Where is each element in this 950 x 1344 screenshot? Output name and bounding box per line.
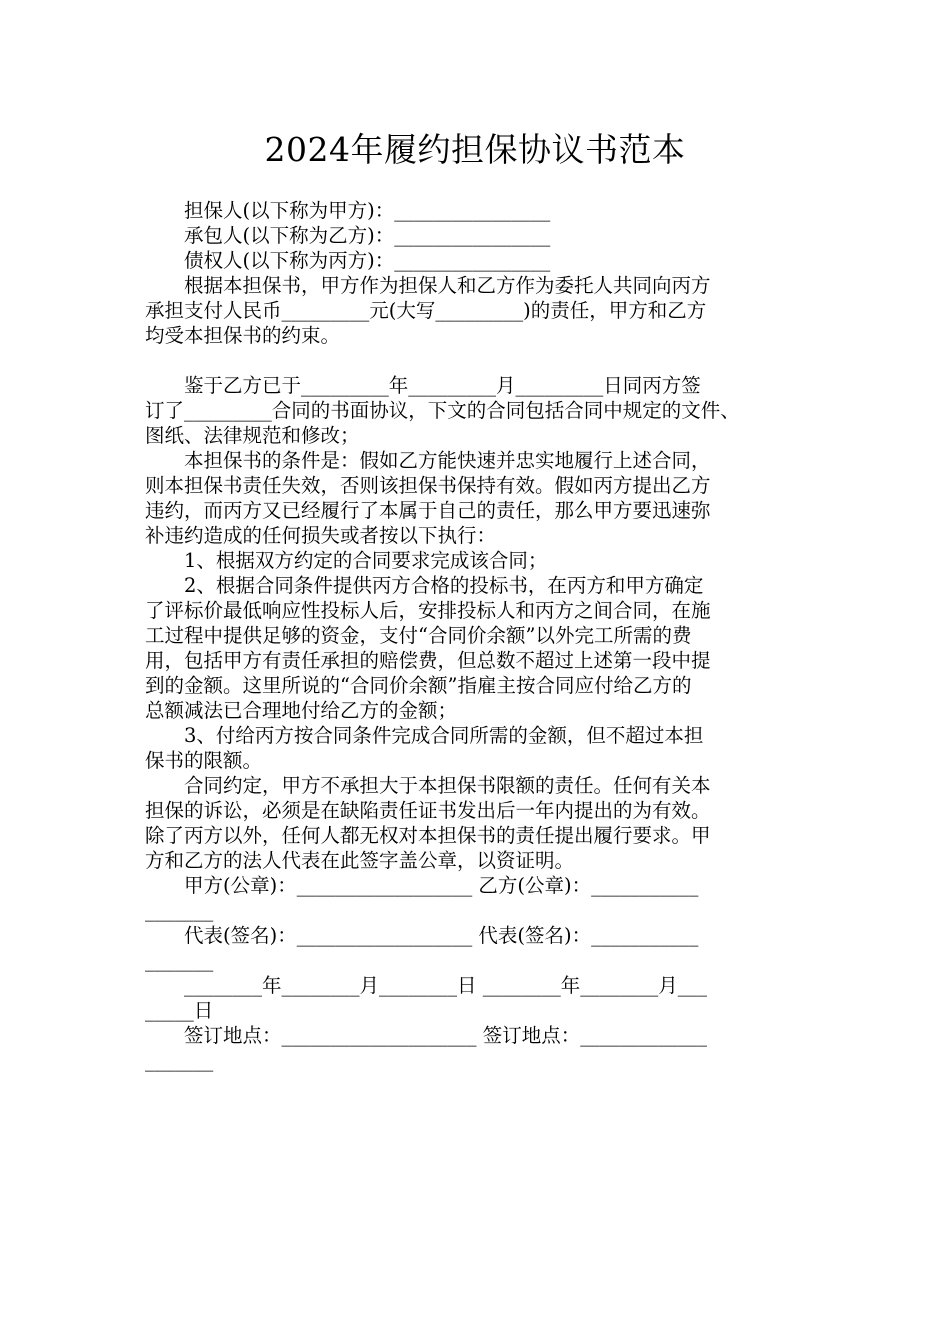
- document-line: ________年________月________日 ________年________月___: [145, 974, 707, 997]
- document-line: 担保的诉讼，必须是在缺陷责任证书发出后一年内提出的为有效。: [145, 799, 711, 822]
- document-line: 承包人(以下称为乙方)：________________: [145, 224, 551, 247]
- document-line: 担保人(以下称为甲方)：________________: [145, 199, 551, 222]
- document-line: 订了_________合同的书面协议，下文的合同包括合同中规定的文件、: [145, 399, 740, 422]
- document-line: 方和乙方的法人代表在此签字盖公章，以资证明。: [145, 849, 575, 872]
- document-line: 2、根据合同条件提供丙方合格的投标书，在丙方和甲方确定: [145, 574, 704, 597]
- document-title: 2024年履约担保协议书范本: [264, 130, 686, 169]
- document-line: 补违约造成的任何损失或者按以下执行：: [145, 524, 497, 547]
- document-line: 本担保书的条件是：假如乙方能快速并忠实地履行上述合同，: [145, 449, 711, 472]
- document-line: 签订地点：____________________ 签订地点：_____________: [145, 1024, 707, 1047]
- document-line: _______: [145, 899, 214, 922]
- document-line: 除了丙方以外，任何人都无权对本担保书的责任提出履行要求。甲: [145, 824, 711, 847]
- document-line: 工过程中提供足够的资金，支付“合同价余额”以外完工所需的费: [145, 624, 692, 647]
- document-line: 则本担保书责任失效，否则该担保书保持有效。假如丙方提出乙方: [145, 474, 711, 497]
- document-line: 3、付给丙方按合同条件完成合同所需的金额，但不超过本担: [145, 724, 704, 747]
- document-line: _____日: [145, 999, 214, 1022]
- blank-line: [145, 348, 823, 373]
- document-line: 图纸、法律规范和修改；: [145, 424, 360, 447]
- document-line: 违约，而丙方又已经履行了本属于自己的责任，那么甲方要迅速弥: [145, 499, 711, 522]
- document-line: 到的金额。这里所说的“合同价余额”指雇主按合同应付给乙方的: [145, 674, 692, 697]
- document-line: 甲方(公章)：__________________ 乙方(公章)：___________: [145, 874, 699, 897]
- document-line: 鉴于乙方已于_________年_________月_________日同丙方签: [145, 374, 701, 397]
- document-line: 总额减法已合理地付给乙方的金额；: [145, 699, 458, 722]
- document-line: 根据本担保书，甲方作为担保人和乙方作为委托人共同向丙方: [145, 274, 711, 297]
- document-line: _______: [145, 1049, 214, 1072]
- document-line: 代表(签名)：__________________ 代表(签名)：___________: [145, 924, 699, 947]
- document-line: 承担支付人民币_________元(大写_________)的责任，甲方和乙方: [145, 299, 707, 322]
- document-line: 了评标价最低响应性投标人后，安排投标人和丙方之间合同，在施: [145, 599, 711, 622]
- document-line: 1、根据双方约定的合同要求完成该合同；: [145, 549, 548, 572]
- document-line: _______: [145, 949, 214, 972]
- document-line: 用，包括甲方有责任承担的赔偿费，但总数不超过上述第一段中提: [145, 649, 711, 672]
- document-line: 保书的限额。: [145, 749, 263, 772]
- document-line: 债权人(以下称为丙方)：________________: [145, 249, 551, 272]
- document-line: 合同约定，甲方不承担大于本担保书限额的责任。任何有关本: [145, 774, 711, 797]
- document-line: 均受本担保书的约束。: [145, 324, 341, 347]
- document-body: [145, 198, 823, 1073]
